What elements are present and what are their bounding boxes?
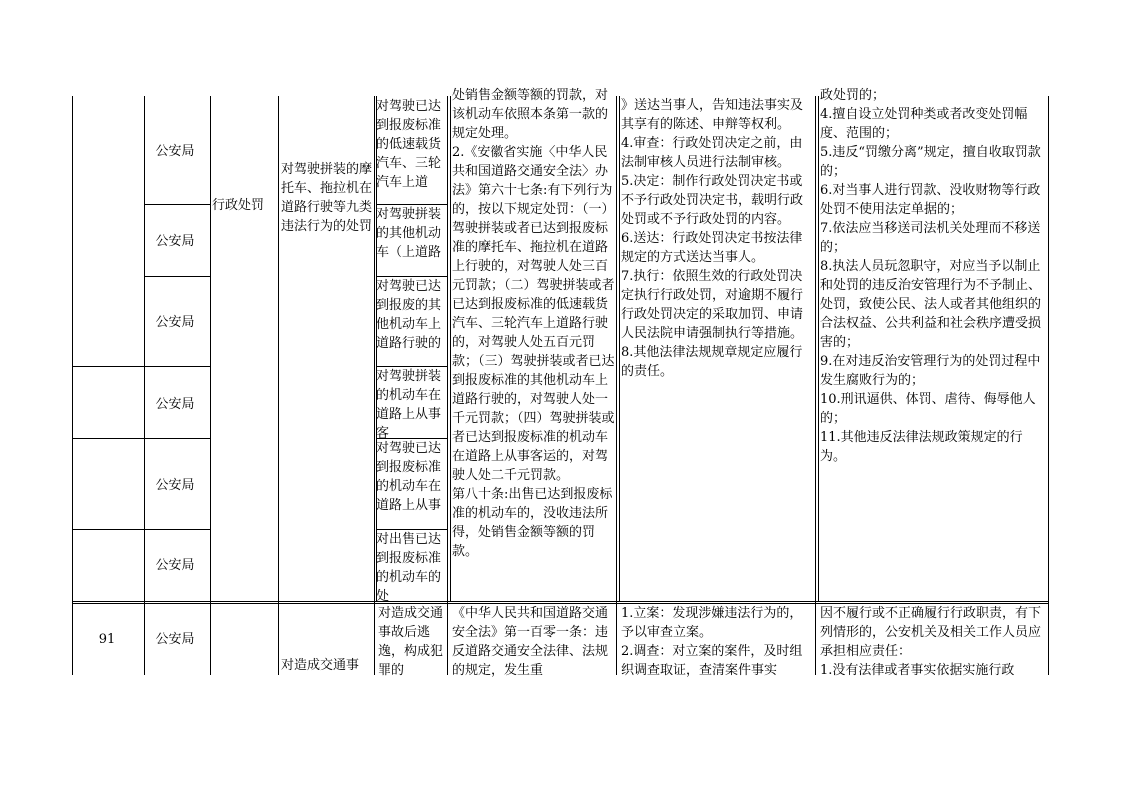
- legal-basis-cell: 处销售金额等额的罚款，对该机动车依照本条第一款的规定处理。 2.《安徽省实施〈中华人民共和国道路交通安全法〉办法》第六十七条:有下列行为的，按以下规定处罚：（一）驾驶拼装或者已达到报废标准的摩托车、拖拉机在道路上行驶的，对驾驶人处三百元罚款；（二）驾驶拼装或者已达到报废标准的低速载货汽车、三轮汽车上道路行驶的，对驾驶人处五百元罚款；（三）驾驶拼装或者已达到报废标准的其他机动车上道路行驶的，对驾驶人处一千元罚款；（四）驾驶拼装或者已达到报废标准的机动车在道路上从事客运的，对驾驶人处二千元罚款。 第八十条:出售已达到报废标准的机动车的，没收违法所得，处销售金额等额的罚款。: [452, 88, 615, 559]
- legal-basis-cell: 《中华人民共和国道路交通安全法》第一百零一条：违反道路交通安全法律、法规的规定，发生重: [452, 606, 609, 678]
- grid-line: [818, 96, 819, 602]
- grid-line: [450, 96, 451, 602]
- dept-cell: 公安局: [155, 234, 195, 249]
- grid-line: [72, 601, 1048, 602]
- dept-cell: 公安局: [155, 632, 195, 647]
- dept-cell: 公安局: [155, 144, 195, 159]
- dept-cell: 公安局: [155, 558, 195, 573]
- sub-item-cell: 对驾驶拼装的其他机动车（上道路: [376, 207, 442, 260]
- dept-cell: 公安局: [155, 315, 195, 330]
- grid-line: [616, 96, 617, 675]
- grid-line: [72, 366, 210, 367]
- process-cell: 1.立案：发现涉嫌违法行为的，予以审查立案。 2.调查：对立案的案件，及时组织调查取证，查清案件事实: [621, 606, 803, 678]
- liability-cell: 因不履行或不正确履行行政职责，有下列情形的，公安机关及相关工作人员应承担相应责任： 1.没有法律或者事实依据实施行政: [820, 606, 1042, 678]
- process-cell: 》送达当事人，告知违法事实及其享有的陈述、申辩等权利。 4.审查：行政处罚决定之前，由法制审核人员进行法制审核。 5.决定：制作行政处罚决定书或不予行政处罚决定书，载明行政处罚或不予行政处罚的内容。 6.送达：行政处罚决定书按法律规定的方式送达当事人。 7.执行：依照生效的行政处罚决定执行行政处罚，对逾期不履行行政处罚决定的采取加罚、申请人民法院申请强制执行等措施。 8.其他法律法规规章规定应履行的责任。: [621, 98, 804, 379]
- grid-line: [210, 96, 211, 675]
- item-name-cell: 对驾驶拼装的摩托车、拖拉机在道路行驶等九类违法行为的处罚: [281, 162, 373, 234]
- grid-line: [144, 96, 145, 675]
- grid-line: [72, 96, 73, 675]
- sub-item-cell: 对驾驶已达到报废的其他机动车上道路行驶的: [376, 279, 442, 351]
- item-name-cell: 对造成交通事: [281, 658, 360, 673]
- grid-line: [144, 204, 210, 205]
- grid-line: [815, 96, 816, 675]
- grid-line: [447, 96, 448, 675]
- dept-cell: 公安局: [155, 478, 195, 493]
- sub-item-cell: 对驾驶已达到报废标准的机动车在道路上从事: [376, 441, 442, 513]
- sub-item-cell: 对驾驶已达到报废标准的低速载货汽车、三轮汽车上道: [376, 99, 442, 190]
- grid-line: [72, 438, 210, 439]
- grid-line: [619, 96, 620, 602]
- liability-cell: 政处罚的； 4.擅自设立处罚种类或者改变处罚幅度、范围的； 5.违反“罚缴分离”规定，擅自收取罚款的； 6.对当事人进行罚款、没收财物等行政处罚不使用法定单据的； 7.依法应当移送司法机关处理而不移送的； 8.执法人员玩忽职守，对应当予以制止和处罚的违反治安管理行为不予制止、处罚，致使公民、法人或者其他组织的合法权益、公共利益和社会秩序遭受损害的； 9.在对违反治安管理行为的处罚过程中发生腐败行为的； 10.刑讯逼供、体罚、虐待、侮辱他人的； 11.其他违反法律法规政策规定的行为。: [820, 88, 1042, 464]
- grid-line: [72, 529, 210, 530]
- sub-item-cell: 对造成交通事故后逃逸，构成犯罪的: [378, 606, 444, 678]
- row-number: 91: [98, 632, 116, 647]
- dept-cell: 公安局: [155, 397, 195, 412]
- sub-item-cell: 对出售已达到报废标准的机动车的处: [376, 532, 442, 604]
- category-cell: 行政处罚: [212, 198, 265, 213]
- grid-line: [1048, 96, 1049, 675]
- grid-line: [374, 96, 375, 675]
- grid-line: [144, 276, 210, 277]
- sub-item-cell: 对驾驶拼装的机动车在道路上从事客: [376, 369, 442, 441]
- grid-line: [278, 96, 279, 675]
